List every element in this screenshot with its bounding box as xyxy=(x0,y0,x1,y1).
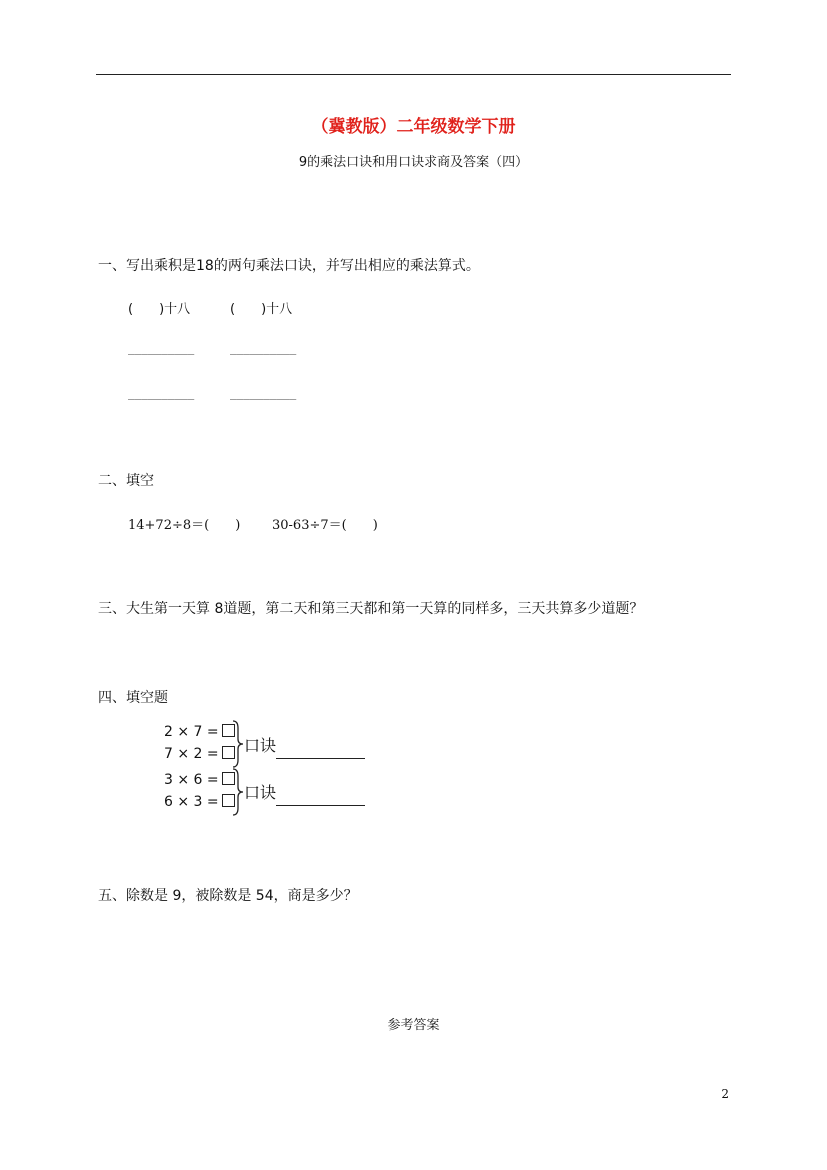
q4-equation-2 xyxy=(164,746,235,762)
brace-icon xyxy=(230,768,244,816)
q1-blank-a: ( )十八 xyxy=(128,302,191,317)
q4-koujue-label-1: 口诀 xyxy=(244,736,277,755)
q4-answer-line-1 xyxy=(276,758,365,759)
q1-blank-b: ( )十八 xyxy=(230,302,293,317)
q4-koujue-label-2: 口诀 xyxy=(244,783,277,802)
page-number: 2 xyxy=(721,1087,729,1101)
header-rule xyxy=(96,74,731,75)
q1-answer-line-2b: __________ xyxy=(230,387,297,400)
answers-heading: 参考答案 xyxy=(387,1018,440,1033)
q1-answer-line-1b: __________ xyxy=(230,342,297,355)
question-2: 二、填空 xyxy=(98,473,154,489)
brace-icon xyxy=(230,720,244,768)
q4-equation-3-text: 3 × 6 = xyxy=(164,772,219,788)
page-subtitle: 9的乘法口诀和用口诀求商及答案（四） xyxy=(298,155,529,170)
page-title: （冀教版）二年级数学下册 xyxy=(311,117,516,137)
q4-equation-4-text: 6 × 3 = xyxy=(164,794,219,810)
q4-equation-3 xyxy=(164,772,235,788)
q2-expression-1: 14+72÷8＝( ) xyxy=(128,518,241,533)
q4-answer-line-2 xyxy=(276,805,365,806)
q4-equation-4 xyxy=(164,794,235,810)
question-5: 五、除数是 9，被除数是 54，商是多少？ xyxy=(98,888,358,904)
q2-expression-2: 30-63÷7＝( ) xyxy=(272,518,378,533)
question-1: 一、写出乘积是18的两句乘法口诀，并写出相应的乘法算式。 xyxy=(98,258,480,274)
q4-equation-1-text: 2 × 7 = xyxy=(164,724,219,740)
question-3: 三、大生第一天算 8道题，第二天和第三天都和第一天算的同样多，三天共算多少道题？ xyxy=(98,601,644,617)
question-4: 四、填空题 xyxy=(98,690,168,706)
q1-answer-line-2a: __________ xyxy=(128,387,195,400)
q1-answer-line-1a: __________ xyxy=(128,342,195,355)
q4-equation-2-text: 7 × 2 = xyxy=(164,746,219,762)
q4-equation-1 xyxy=(164,724,235,740)
